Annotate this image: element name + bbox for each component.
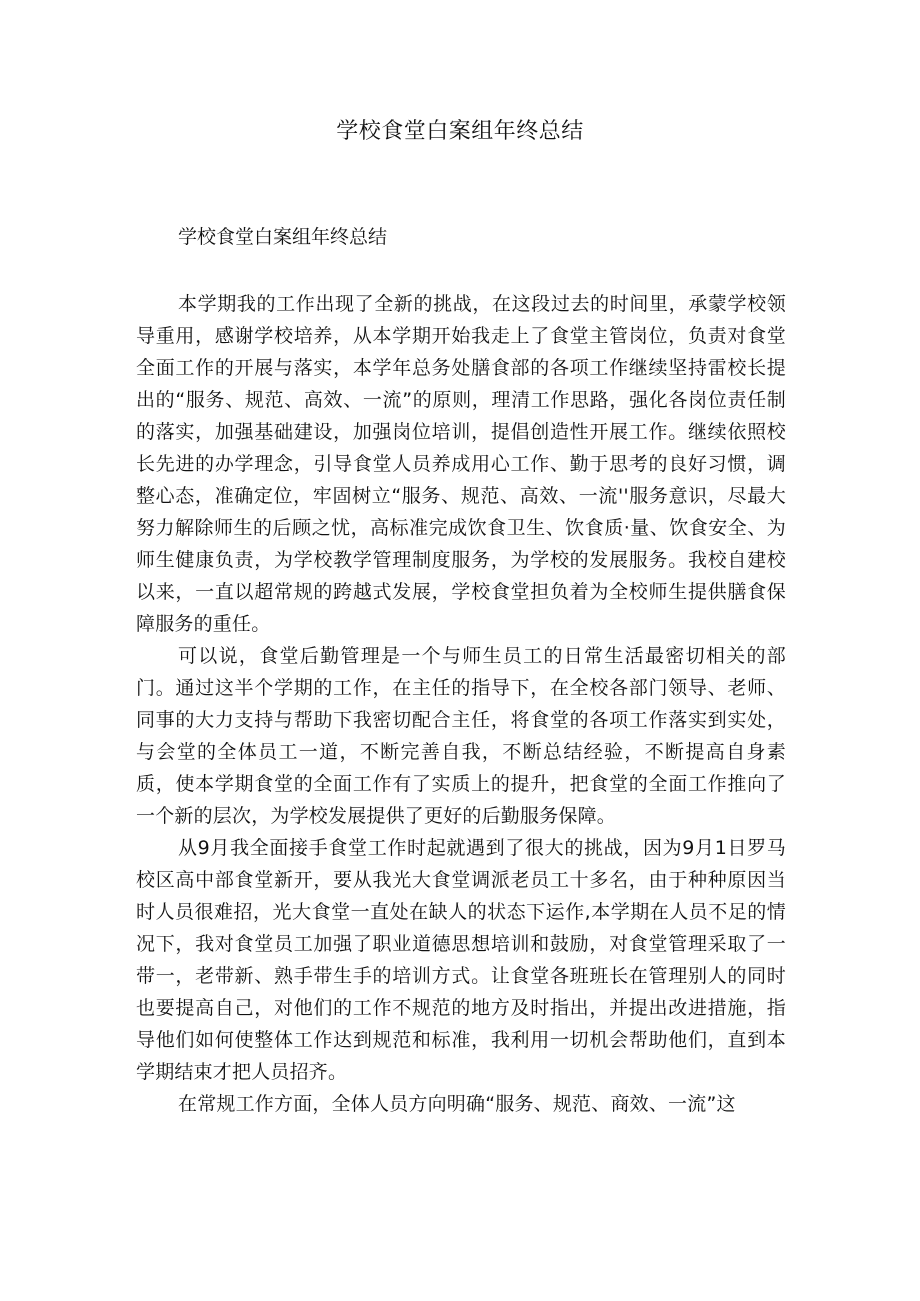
paragraph-4: 在常规工作方面，全体人员方向明确“服务、规范、商效、一流”这 xyxy=(178,1093,736,1115)
paragraph-3: 从9月我全面接手食堂工作时起就遇到了很大的挑战，因为9月1日罗马校区高中部食堂新开，要从我光大食堂调派老员工十多名，由于种种原因当时人员很难招，光大食堂一直处在缺人的状态下运作,本学期在人员不足的情况下，我对食堂员工加强了职业道德思想培训和鼓励，对食堂管理采取了一带一，老带新、熟手带生手的培训方式。让食堂各班班长在管理别人的同时也要提高自己，对他们的工作不规范的地方及时指出，并提出改进措施，指导他们如何使整体工作达到规范和标准，我利用一切机会帮助他们，直到本学期结束才把人员招齐。 xyxy=(136,837,786,1083)
document-body xyxy=(136,288,786,1120)
document-subtitle: 学校食堂白案组年终总结 xyxy=(178,226,388,248)
paragraph-2: 可以说，食堂后勤管理是一个与师生员工的日常生活最密切相关的部门。通过这半个学期的工作，在主任的指导下，在全校各部门领导、老师、同事的大力支持与帮助下我密切配合主任，将食堂的各项工作落实到实处，与会堂的全体员工一道，不断完善自我，不断总结经验，不断提高自身素质，使本学期食堂的全面工作有了实质上的提升，把食堂的全面工作推向了一个新的层次，为学校发展提供了更好的后勤服务保障。 xyxy=(136,645,786,827)
document-title: 学校食堂白案组年终总结 xyxy=(336,119,584,144)
paragraph-1: 本学期我的工作出现了全新的挑战，在这段过去的时间里，承蒙学校领导重用，感谢学校培养，从本学期开始我走上了食堂主管岗位，负责对食堂全面工作的开展与落实，本学年总务处膳食部的各项工作继续坚持雷校长提出的“服务、规范、高效、一流”的原则，理清工作思路，强化各岗位责任制的落实，加强基础建设，加强岗位培训，提倡创造性开展工作。继续依照校长先进的办学理念，引导食堂人员养成用心工作、勤于思考的良好习惯，调整心态，准确定位，牢固树立“服务、规范、高效、一流''服务意识，尽最大努力解除师生的后顾之忧，高标准完成饮食卫生、饮食质·量、饮食安全、为师生健康负责，为学校教学管理制度服务，为学校的发展服务。我校自建校以来，一直以超常规的跨越式发展，学校食堂担负着为全校师生提供膳食保障服务的重任。 xyxy=(136,293,786,635)
